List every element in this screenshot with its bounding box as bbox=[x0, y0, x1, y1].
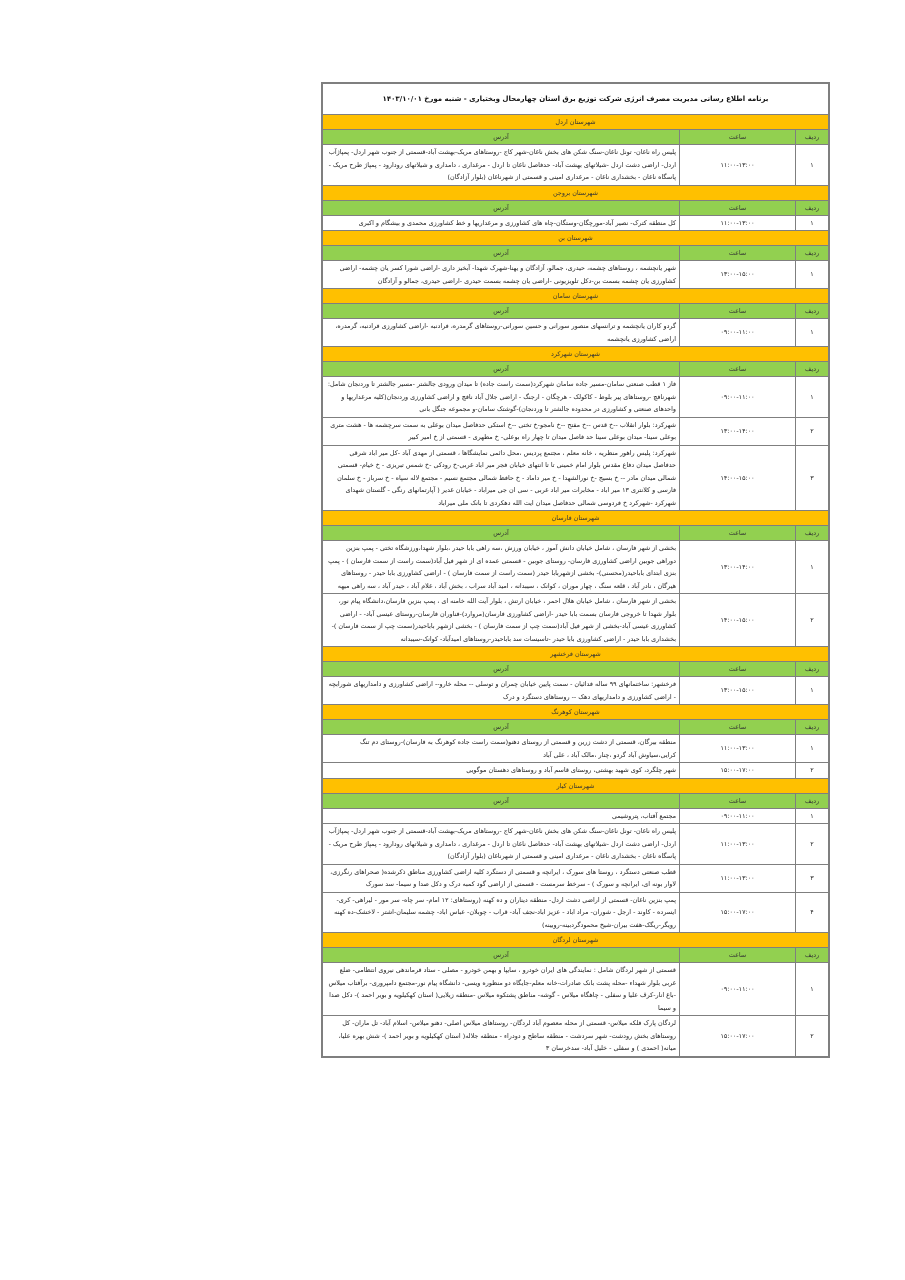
row-index: ۲ bbox=[796, 1016, 829, 1057]
column-header-index: ردیف bbox=[796, 662, 829, 677]
city-header-row bbox=[323, 511, 829, 526]
city-name: شهرستان شهرکرد bbox=[323, 347, 829, 362]
table-row bbox=[323, 824, 829, 865]
table-row bbox=[323, 763, 829, 779]
city-header-row bbox=[323, 933, 829, 948]
row-time: ۱۴:۰۰-۱۵:۰۰ bbox=[680, 594, 796, 647]
row-address: قطب صنعتی دستگرد ، روستا های سورک ، ایرانچه و قسمتی از دستگرد کلیه اراضی کشاورزی مناطق ذکرشده( صحراهای رنگرزی، لاوار بونه ای، ایرانچه و سورک ) - سرخط سرمست - قسمتی از اراضی گود کمبه درک و دکل صدا و سیما- سد سورک bbox=[323, 864, 680, 892]
table-row bbox=[323, 215, 829, 231]
table-row bbox=[323, 594, 829, 647]
table-row bbox=[323, 808, 829, 824]
row-address: فاز ۱ قطب صنعتی سامان-مسیر جاده سامان شهرکرد(سمت راست جاده) تا میدان ورودی جالشتر -مسیر جالشتر تا وردنجان شامل: شهرنافچ -روستاهای پیر بلوط - کاکولک - هرچگان - ارجنگ - اراضی جلال آباد نافچ و اراضی کشاورزی وردنجان(کلیه مرغداریها و واحدهای صنعتی و کشاورزی در محدوده جالشتر تا وردنجان)-گوشتک سامان-و مجموعه جنگل بانی bbox=[323, 377, 680, 418]
row-address: شهر چلگرد، کوی شهید بهشتی، روستای قاسم آباد و روستاهای دهستان موگویی bbox=[323, 763, 680, 779]
column-header-time: ساعت bbox=[680, 200, 796, 215]
column-header-address: آدرس bbox=[323, 526, 680, 541]
row-index: ۱ bbox=[796, 677, 829, 705]
row-index: ۴ bbox=[796, 892, 829, 933]
column-header-row bbox=[323, 793, 829, 808]
city-header-row bbox=[323, 115, 829, 130]
table-row bbox=[323, 735, 829, 763]
row-time: ۱۵:۰۰-۱۷:۰۰ bbox=[680, 763, 796, 779]
column-header-index: ردیف bbox=[796, 948, 829, 963]
row-index: ۱ bbox=[796, 541, 829, 594]
column-header-row bbox=[323, 130, 829, 145]
row-index: ۲ bbox=[796, 417, 829, 445]
row-time: ۱۵:۰۰-۱۷:۰۰ bbox=[680, 892, 796, 933]
row-address: پمپ بنزین ناغان- قسمتی از اراضی دشت اردل- منطقه دیناران و ده کهنه (روستاهای: ۱۲ امام- سر چاه- سر مور - لیراهی- کری- ایسرده - کاوند - ارجل - شوران- مراد اباد - عزیز اباد-نجف آباد- قراب - چوبلان- عباس اباد- چشمه سلیمان-اشتر - لاخشک-ده کهنه رویگر-ریگک-هفت بیران-شیخ محمودگردبینه-روبینه) bbox=[323, 892, 680, 933]
row-address: منطقه بیرگان، قسمتی از دشت زرین و قسمتی از روستای دهنو(سمت راست جاده کوهرنگ به فارسان)-روستای دم تنگ کرایی،سیاوش آباد گردو ،چنار ،مالک آباد ، علی آباد bbox=[323, 735, 680, 763]
row-time: ۱۱:۰۰-۱۳:۰۰ bbox=[680, 735, 796, 763]
column-header-time: ساعت bbox=[680, 793, 796, 808]
column-header-time: ساعت bbox=[680, 662, 796, 677]
document-title: برنامه اطلاع رسانی مدیریت مصرف انرژی شرکت توزیع برق استان چهارمحال وبختیاری - شنبه مورخ ۱۴۰۳/۱۰/۰۱ bbox=[323, 84, 829, 115]
table-row bbox=[323, 963, 829, 1016]
column-header-row bbox=[323, 720, 829, 735]
table-row bbox=[323, 892, 829, 933]
column-header-index: ردیف bbox=[796, 720, 829, 735]
row-index: ۱ bbox=[796, 808, 829, 824]
column-header-row bbox=[323, 246, 829, 261]
column-header-time: ساعت bbox=[680, 362, 796, 377]
row-index: ۲ bbox=[796, 824, 829, 865]
table-row bbox=[323, 677, 829, 705]
column-header-address: آدرس bbox=[323, 200, 680, 215]
city-name: شهرستان اردل bbox=[323, 115, 829, 130]
column-header-index: ردیف bbox=[796, 304, 829, 319]
city-name: شهرستان سامان bbox=[323, 289, 829, 304]
row-time: ۱۵:۰۰-۱۷:۰۰ bbox=[680, 1016, 796, 1057]
row-time: ۱۳:۰۰-۱۴:۰۰ bbox=[680, 541, 796, 594]
row-time: ۱۱:۰۰-۱۳:۰۰ bbox=[680, 864, 796, 892]
row-time: ۰۹:۰۰-۱۱:۰۰ bbox=[680, 319, 796, 347]
row-index: ۱ bbox=[796, 319, 829, 347]
row-time: ۱۴:۰۰-۱۵:۰۰ bbox=[680, 445, 796, 511]
city-name: شهرستان لردگان bbox=[323, 933, 829, 948]
row-address: کل منطقه کترک- نصیر آباد-مورچگان-وستگان-چاه های کشاورزی و مرغداریها و خط کشاورزی محمدی و بیشگام و اکبری bbox=[323, 215, 680, 231]
column-header-row bbox=[323, 362, 829, 377]
column-header-address: آدرس bbox=[323, 793, 680, 808]
city-header-row bbox=[323, 231, 829, 246]
schedule-table bbox=[322, 83, 829, 1057]
row-time: ۱۳:۰۰-۱۵:۰۰ bbox=[680, 677, 796, 705]
city-name: شهرستان فرخشهر bbox=[323, 647, 829, 662]
row-index: ۱ bbox=[796, 145, 829, 186]
table-row bbox=[323, 319, 829, 347]
row-time: ۱۳:۰۰-۱۵:۰۰ bbox=[680, 261, 796, 289]
row-index: ۱ bbox=[796, 377, 829, 418]
column-header-index: ردیف bbox=[796, 200, 829, 215]
row-address: بخشی از شهر فارسان ، شامل خیابان دانش آموز ، خیابان ورزش ،سه راهی بابا حیدر ،بلوار شهدا،ورزشگاه تختی - پمپ بنزین دوراهی جوبین اراضی کشاورزی فارسان- روستای جوبین - قسمتی عمده ای از شهر فیل آباد(سمت راست از سمت فارسان ) - پمپ بنزی ابتدای باباحیدر(محسنی)- بخشی ازشهربابا حیدر (سمت راست از سمت فارسان ) - اراضی کشاورزی بابا حیدر - روستاهای هیرگان ، نادر آباد ، قلعه سنگ ، چهار موران ، کوانک ، سیبدانه ، امید آباد سراب ، بخش آباد ، غلام آباد ، حیدر آباد ، سه راهی میهه bbox=[323, 541, 680, 594]
row-index: ۱ bbox=[796, 215, 829, 231]
row-address: بخشی از شهر فارسان ، شامل خیابان هلال احمر ، خیابان ارتش ، بلوار آیت الله خامنه ای ، پمپ بنزین فارسان،دانشگاه پیام نور، بلوار شهدا تا خروجی فارسان بسمت بابا حیدر -اراضی کشاورزی فارسان(مروارد)-فناوران فارسان-روستای عیسی آباد- - اراضی کشاورزی عیسی آباد-بخشی از شهر فیل آباد(سمت چپ از سمت فارسان ) - بخشی ازشهر باباحیدر(سمت چپ از سمت فارسان )- بخشداری بابا حیدر - اراضی کشاورزی بابا حیدر -تاسیسات سد باباحیدر-روستاهای امیدآباد- کوانک-سیبدانه bbox=[323, 594, 680, 647]
table-row bbox=[323, 1016, 829, 1057]
title-row bbox=[323, 84, 829, 115]
table-row bbox=[323, 541, 829, 594]
column-header-row bbox=[323, 662, 829, 677]
column-header-index: ردیف bbox=[796, 246, 829, 261]
column-header-address: آدرس bbox=[323, 246, 680, 261]
city-name: شهرستان بن bbox=[323, 231, 829, 246]
row-index: ۲ bbox=[796, 763, 829, 779]
row-time: ۱۳:۰۰-۱۴:۰۰ bbox=[680, 417, 796, 445]
row-address: مجتمع آفتاب، پتروشیمی bbox=[323, 808, 680, 824]
row-index: ۲ bbox=[796, 594, 829, 647]
row-address: شهرکرد: پلیس راهور منظریه ، خانه معلم ، مجتمع پردیس ،محل دائمی نمایشگاها ، قسمتی از مهدی آباد -کل میر اباد شرقی حدفاصل میدان دفاع مقدس بلوار امام خمینی تا تا انتهای خیابان فجر میر اباد غربی-خ رودکی -خ شمس تبریزی - خ خیام- قسمتی شمالی میدان مادر -- خ بسیج -خ نورالشهدا - خ میر داماد - خ حافظ شمالی مجتمع نسیم - مجتمع لاله سپاه - خ سرباز - خ سلمان فارسی و کلانتری ۱۳ میر اباد - مخابرات میر اباد غربی - سی ان جی میراباد - خیابان غدیر ( آپارتمانهای رنگی - گلستان شهدای شهرکرد -شهرکرد خ فردوسی شمالی حدفاصل میدان ایت الله دهکردی تا بانک ملی میراباد bbox=[323, 445, 680, 511]
city-header-row bbox=[323, 289, 829, 304]
row-time: ۱۱:۰۰-۱۳:۰۰ bbox=[680, 824, 796, 865]
column-header-time: ساعت bbox=[680, 304, 796, 319]
column-header-index: ردیف bbox=[796, 362, 829, 377]
city-name: شهرستان کیار bbox=[323, 778, 829, 793]
row-address: لردگان پارک فلکه میلاس- قسمتی از محله معصوم آباد لردگان- روستاهای میلاس اصلی- دهنو میلاس- اسلام آباد- تل ماران- کل روستاهای بخش رودشت- شهر سردشت - منطقه ساطح و دودراء - منطقه جلاله( استان کهکیلویه و بویر احمد )- شش بهره علیا، میانه( احمدی ) و سفلی - خلیل آباد- سدخرسان ۳ bbox=[323, 1016, 680, 1057]
row-index: ۱ bbox=[796, 735, 829, 763]
row-address: پلیس راه ناغان- تونل ناغان-سنگ شکن های بخش ناغان-شهر کاج -روستاهای مریک-بهشت آباد-قسمتی از جنوب شهر اردل- پمپاژآب اردل- اراضی دشت اردل -شیلاتهای بهشت آباد- حدفاصل ناغان تا اردل - مرغداری ، دامداری و شیلاتهای رودارود - پمپاژ طرح مریک - پاسگاه ناغان - بخشداری ناغان - مرغداری امینی و قسمتی از شهرناغان (بلوار آزادگان) bbox=[323, 145, 680, 186]
city-header-row bbox=[323, 705, 829, 720]
row-index: ۳ bbox=[796, 864, 829, 892]
city-header-row bbox=[323, 647, 829, 662]
row-time: ۱۱:۰۰-۱۳:۰۰ bbox=[680, 145, 796, 186]
column-header-index: ردیف bbox=[796, 793, 829, 808]
column-header-time: ساعت bbox=[680, 526, 796, 541]
table-row bbox=[323, 145, 829, 186]
column-header-time: ساعت bbox=[680, 246, 796, 261]
schedule-sheet bbox=[321, 82, 830, 1058]
row-address: گردو کاران یانچشمه و ترانسهای منصور سورانی و حسین سورانی-روستاهای گرمدره، فرادنبه -اراضی کشاورزی فرادنبه، گرمدره، اراضی کشاورزی یانچشمه bbox=[323, 319, 680, 347]
row-index: ۱ bbox=[796, 261, 829, 289]
city-name: شهرستان فارسان bbox=[323, 511, 829, 526]
column-header-address: آدرس bbox=[323, 662, 680, 677]
table-row bbox=[323, 864, 829, 892]
column-header-address: آدرس bbox=[323, 362, 680, 377]
row-address: فرخشهر: ساختمانهای ۹۹ ساله فدائیان - سمت پایین خیابان چمران و توسلی -- محله خارو-- اراضی کشاورزی و دامداریهای شورابچه - اراضی کشاورزی و دامداریهای دهک -- روستاهای دستگرد و درک bbox=[323, 677, 680, 705]
column-header-address: آدرس bbox=[323, 130, 680, 145]
column-header-row bbox=[323, 200, 829, 215]
table-row bbox=[323, 445, 829, 511]
row-address: پلیس راه ناغان- تونل ناغان-سنگ شکن های بخش ناغان-شهر کاج -روستاهای مریک-بهشت آباد-قسمتی از جنوب شهر اردل- پمپاژآب اردل- اراضی دشت اردل -شیلاتهای بهشت آباد- حدفاصل ناغان تا اردل - مرغداری ، دامداری و شیلاتهای رودارود - پمپاژ طرح مریک - پاسگاه ناغان - بخشداری ناغان - مرغداری امینی و قسمتی از شهرناغان (بلوار آزادگان) bbox=[323, 824, 680, 865]
row-address: قسمتی از شهر لردگان شامل : نمایندگی های ایران خودرو ، سایپا و بهمن خودرو - مصلی - ستاد فرماندهی نیروی انتظامی- ضلع غربی بلوار شهداء -محله پشت بانک صادرات-خانه معلم-جایگاه دو منظوره ویسی- دانشگاه پیام نور-مجتمع دامپروری- برآفتاب میلاس -باغ انار-کرف علیا و سفلی - چاهگاه میلاس - گوشه- مناطق پشتکوه میلاس -منطقه زیلایی( استان کهکیلویه و بویر احمد )- دکل صدا و سیما bbox=[323, 963, 680, 1016]
row-time: ۱۱:۰۰-۱۳:۰۰ bbox=[680, 215, 796, 231]
column-header-row bbox=[323, 304, 829, 319]
city-name: شهرستان کوهرنگ bbox=[323, 705, 829, 720]
row-time: ۰۹:۰۰-۱۱:۰۰ bbox=[680, 808, 796, 824]
column-header-address: آدرس bbox=[323, 304, 680, 319]
table-row bbox=[323, 417, 829, 445]
column-header-time: ساعت bbox=[680, 130, 796, 145]
city-header-row bbox=[323, 347, 829, 362]
city-name: شهرستان بروجن bbox=[323, 185, 829, 200]
row-address: شهرکرد: بلوار انقلاب --خ قدس --خ مفتح --خ نامجو-خ تختی --خ استکی حدفاصل میدان بوعلی به سمت سرچشمه ها - هشت متری بوعلی سینا- میدان بوعلی سینا حد فاصل میدان تا چهار راه بوعلی- خ مطهری - قسمتی از خ امیر کبیر bbox=[323, 417, 680, 445]
table-row bbox=[323, 377, 829, 418]
row-address: شهر یانچشمه ، روستاهای چشمه، حیدری، جمالو، آزادگان و یهنا-شهرک شهدا- آبخیز داری -اراضی شورا کسر یان چشمه- اراضی کشاورزی یان چشمه بسمت بن-دکل تلویزیونی -اراضی یان چشمه بسمت حیدری -اراضی حیدری، جمالو و آزادگان bbox=[323, 261, 680, 289]
column-header-address: آدرس bbox=[323, 948, 680, 963]
column-header-index: ردیف bbox=[796, 130, 829, 145]
table-row bbox=[323, 261, 829, 289]
row-index: ۱ bbox=[796, 963, 829, 1016]
row-time: ۰۹:۰۰-۱۱:۰۰ bbox=[680, 377, 796, 418]
column-header-index: ردیف bbox=[796, 526, 829, 541]
city-header-row bbox=[323, 778, 829, 793]
column-header-time: ساعت bbox=[680, 948, 796, 963]
row-time: ۰۹:۰۰-۱۱:۰۰ bbox=[680, 963, 796, 1016]
city-header-row bbox=[323, 185, 829, 200]
column-header-time: ساعت bbox=[680, 720, 796, 735]
column-header-row bbox=[323, 948, 829, 963]
column-header-address: آدرس bbox=[323, 720, 680, 735]
row-index: ۳ bbox=[796, 445, 829, 511]
column-header-row bbox=[323, 526, 829, 541]
